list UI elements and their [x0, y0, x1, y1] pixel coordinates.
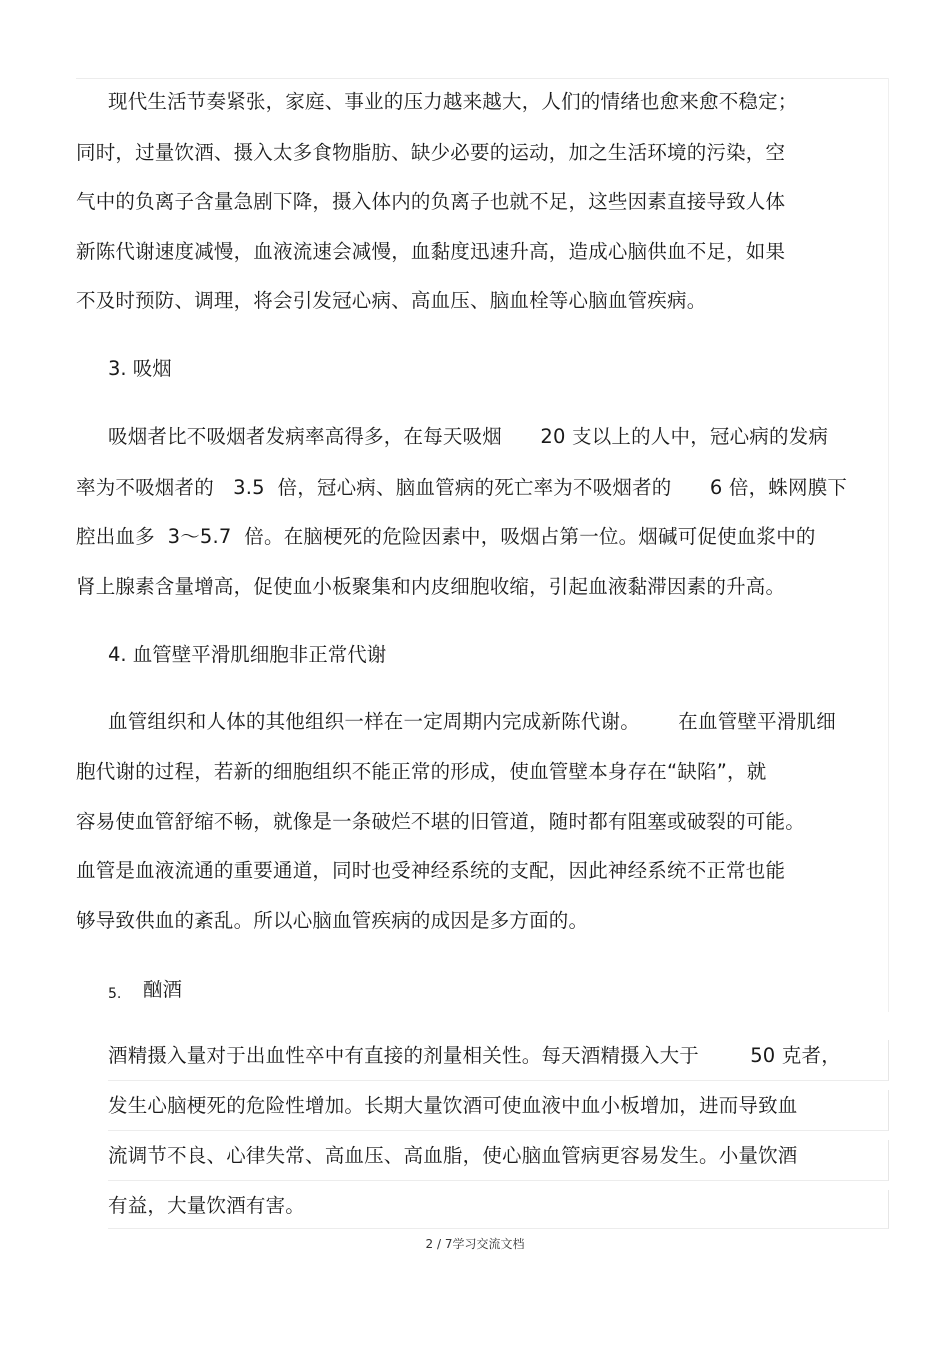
top-divider	[76, 78, 888, 79]
section-3-line-3: 腔出血多 3～5.7 倍。在脑梗死的危险因素中，吸烟占第一位。烟碱可促使血浆中的	[76, 525, 816, 548]
paragraph-1-line-4: 新陈代谢速度减慢，血液流速会减慢，血黏度迅速升高，造成心脑供血不足，如果	[76, 240, 786, 263]
section-5-row-4	[108, 1190, 889, 1229]
section-5-row-2	[108, 1090, 889, 1131]
paragraph-1-line-1: 现代生活节奏紧张，家庭、事业的压力越来越大，人们的情绪也愈来愈不稳定；	[108, 90, 798, 113]
paragraph-1-line-3: 气中的负离子含量急剧下降，摄入体内的负离子也就不足，这些因素直接导致人体	[76, 190, 786, 213]
section-3-heading: 3. 吸烟	[108, 357, 172, 380]
section-5-line-4: 有益，大量饮酒有害。	[108, 1194, 306, 1217]
section-4-line-4: 血管是血液流通的重要通道，同时也受神经系统的支配，因此神经系统不正常也能	[76, 859, 786, 882]
paragraph-1-line-5: 不及时预防、调理，将会引发冠心病、高血压、脑血栓等心脑血管疾病。	[76, 289, 707, 312]
paragraph-1-line-2: 同时，过量饮酒、摄入太多食物脂肪、缺少必要的运动，加之生活环境的污染，空	[76, 141, 786, 164]
section-5-row-3	[108, 1140, 889, 1181]
section-5-line-3: 流调节不良、心律失常、高血压、高血脂，使心脑血管病更容易发生。小量饮酒	[108, 1144, 798, 1167]
right-divider	[888, 78, 889, 1012]
section-3-line-1: 吸烟者比不吸烟者发病率高得多，在每天吸烟 20 支以上的人中，冠心病的发病	[108, 425, 829, 448]
section-5-line-2: 发生心脑梗死的危险性增加。长期大量饮酒可使血液中血小板增加，进而导致血	[108, 1094, 798, 1117]
section-4-line-5: 够导致供血的紊乱。所以心脑血管疾病的成因是多方面的。	[76, 909, 589, 932]
section-4-line-2: 胞代谢的过程，若新的细胞组织不能正常的形成，使血管壁本身存在“缺陷”，就	[76, 760, 767, 783]
page-footer: 2 / 7学习交流文档	[425, 1237, 525, 1251]
section-5-title: 酗酒	[143, 978, 183, 1001]
section-4-heading: 4. 血管壁平滑肌细胞非正常代谢	[108, 643, 387, 666]
section-3-line-2: 率为不吸烟者的 3.5 倍，冠心病、脑血管病的死亡率为不吸烟者的 6 倍，蛛网膜下	[76, 476, 848, 499]
section-4-line-3: 容易使血管舒缩不畅，就像是一条破烂不堪的旧管道，随时都有阻塞或破裂的可能。	[76, 810, 805, 833]
section-5-row-1	[108, 1040, 889, 1081]
section-3-line-4: 肾上腺素含量增高，促使血小板聚集和内皮细胞收缩，引起血液黏滞因素的升高。	[76, 575, 786, 598]
section-5-number: 5.	[108, 986, 122, 1002]
section-4-line-1: 血管组织和人体的其他组织一样在一定周期内完成新陈代谢。 在血管壁平滑肌细	[108, 710, 836, 733]
section-5-line-1: 酒精摄入量对于出血性卒中有直接的剂量相关性。每天酒精摄入大于 50 克者，	[108, 1044, 841, 1067]
